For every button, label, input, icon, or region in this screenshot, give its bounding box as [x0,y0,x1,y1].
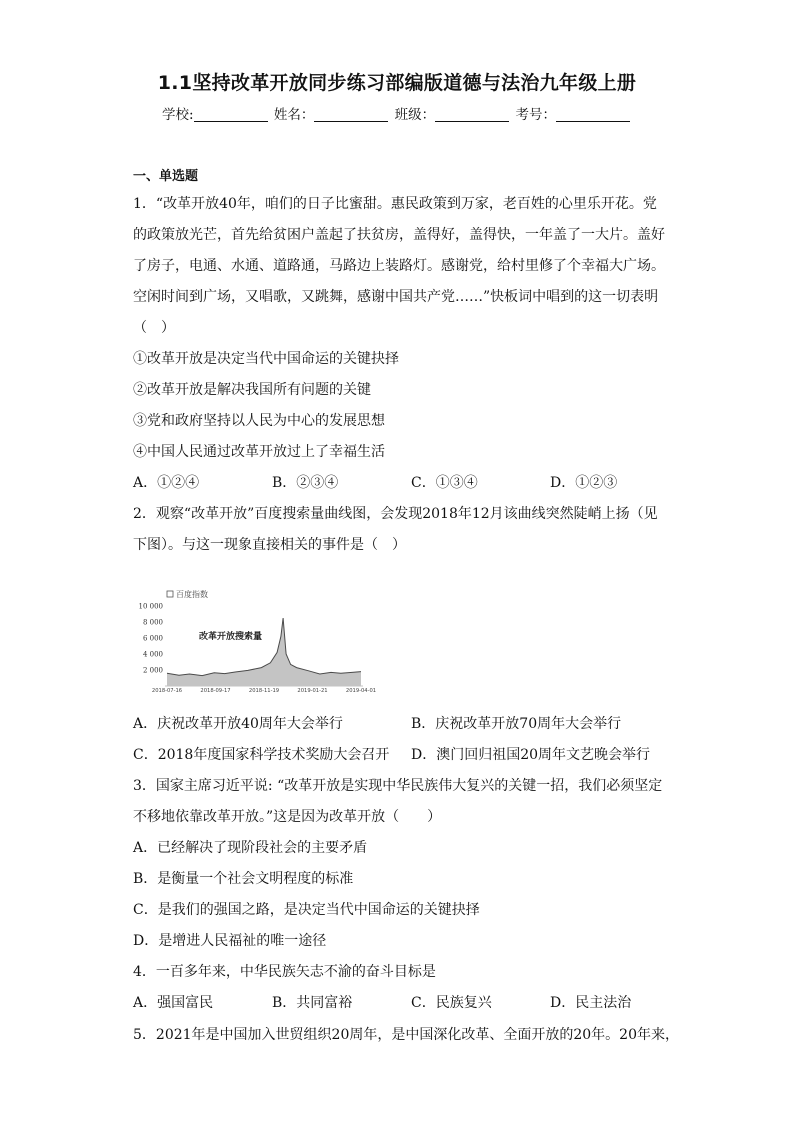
page-title: 1.1坚持改革开放同步练习部编版道德与法治九年级上册 [157,72,637,94]
q2-option-a[interactable]: A．庆祝改革开放40周年大会举行 [133,716,343,732]
section-heading: 一、单选题 [133,169,199,184]
q4-option-c[interactable]: C．民族复兴 [411,995,492,1011]
chart-title: 百度指数 [176,590,208,599]
y-tick-label: 8 000 [142,618,163,627]
school-blank[interactable] [194,107,268,122]
q1-option-d[interactable]: D．①②③ [550,475,618,491]
q3-option-a[interactable]: A．已经解决了现阶段社会的主要矛盾 [133,840,368,856]
x-tick-label: 2019-01-21 [297,688,328,694]
q1-line: （ ） [133,320,175,336]
y-tick-label: 2 000 [142,666,163,675]
q4-line: 4．一百多年来，中华民族矢志不渝的奋斗目标是 [133,964,436,980]
q3-option-d[interactable]: D．是增进人民福祉的唯一途径 [133,933,327,949]
class-blank[interactable] [435,107,509,122]
q1-option-c[interactable]: C．①③④ [411,475,478,491]
q1-line: 空闲时间到广场，又唱歌，又跳舞，感谢中国共产党……”快板词中唱到的这一切表明 [133,289,659,305]
x-tick-label: 2018-11-19 [248,688,280,694]
x-tick-label: 2018-07-16 [151,688,183,694]
q1-line: 1．“改革开放40年，咱们的日子比蜜甜。惠民政策到万家，老百姓的心里乐开花。党 [133,196,657,212]
name-label: 姓名： [273,107,315,123]
q3-line: 3．国家主席习近平说: “改革开放是实现中华民族伟大复兴的关键一招，我们必须坚定 [133,778,663,794]
q2-line: 下图）。与这一现象直接相关的事件是（ ） [133,537,406,553]
q2-option-d[interactable]: D．澳门回归祖国20周年文艺晚会举行 [411,747,651,763]
q1-line: 了房子，电通、水通、道路通，马路边上装路灯。感谢党，给村里修了个幸福大广场。 [133,258,665,274]
q3-line: 不移地依靠改革开放。”这是因为改革开放（ ） [133,809,442,825]
q1-statement: ②改革开放是解决我国所有问题的关键 [133,382,371,398]
q3-option-b[interactable]: B．是衡量一个社会文明程度的标准 [133,871,354,887]
q1-option-b[interactable]: B．②③④ [272,475,339,491]
q4-option-b[interactable]: B．共同富裕 [272,995,353,1011]
q4-option-a[interactable]: A．强国富民 [133,995,214,1011]
q1-statement: ④中国人民通过改革开放过上了幸福生活 [133,444,385,460]
student-info-row [0,103,794,123]
number-blank[interactable] [556,107,630,122]
q3-option-c[interactable]: C．是我们的强国之路，是决定当代中国命运的关键抉择 [133,902,480,918]
class-label: 班级： [394,107,436,123]
search-volume-chart [133,585,377,694]
q2-option-c[interactable]: C．2018年度国家科学技术奖励大会召开 [133,747,390,763]
q4-option-d[interactable]: D．民主法治 [550,995,632,1011]
x-tick-label: 2019-04-01 [345,688,377,694]
q2-line: 2．观察“改革开放”百度搜索量曲线图，会发现2018年12月该曲线突然陡峭上扬（见 [133,506,658,522]
x-tick-label: 2018-09-17 [200,688,231,694]
y-tick-label: 10 000 [138,602,163,611]
chart-annotation: 改革开放搜索量 [199,632,263,642]
y-tick-label: 6 000 [142,634,163,643]
q1-statement: ①改革开放是决定当代中国命运的关键抉择 [133,351,399,367]
name-blank[interactable] [314,107,388,122]
q1-line: 的政策放光芒，首先给贫困户盖起了扶贫房，盖得好，盖得快，一年盖了一大片。盖好 [133,227,665,243]
number-label: 考号： [515,107,556,123]
school-label: 学校: [162,107,194,123]
q5-line: 5．2021年是中国加入世贸组织20周年，是中国深化改革、全面开放的20年。20年来， [133,1027,679,1043]
y-tick-label: 4 000 [142,650,163,659]
q2-option-b[interactable]: B．庆祝改革开放70周年大会举行 [411,716,622,732]
q1-option-a[interactable]: A．①②④ [133,475,200,491]
q1-statement: ③党和政府坚持以人民为中心的发展思想 [133,413,385,429]
